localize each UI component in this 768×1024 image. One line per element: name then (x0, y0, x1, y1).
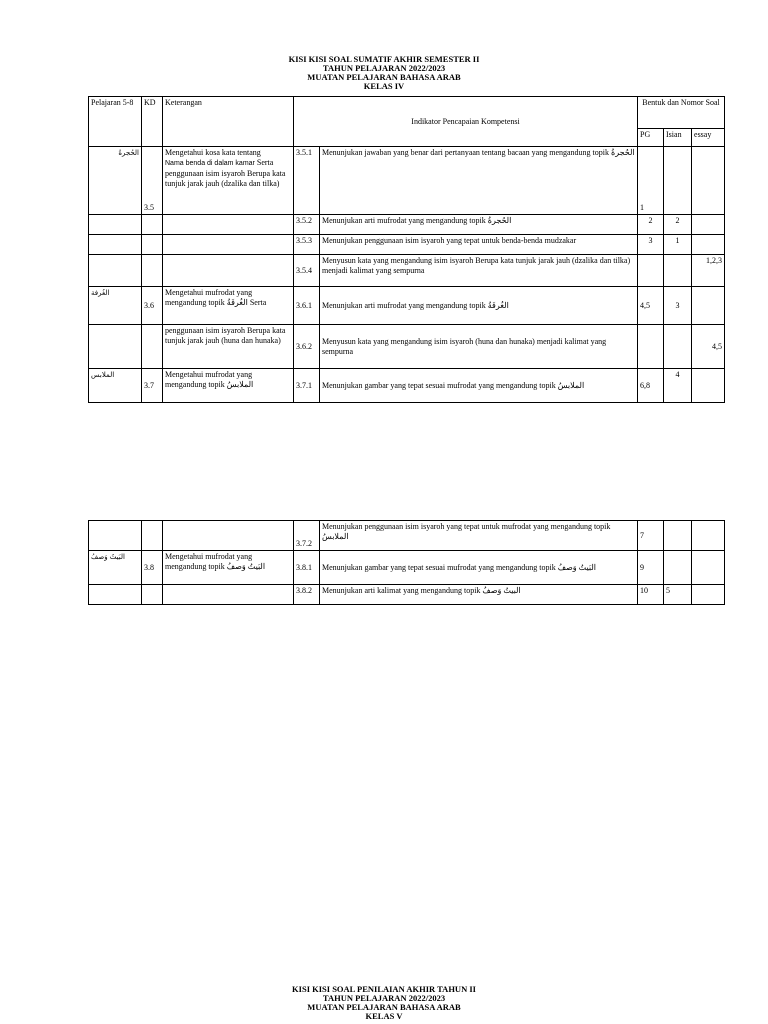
essay-cell (692, 235, 725, 255)
pelajaran-cell (89, 585, 142, 605)
kisi-kisi-table-page-1 (88, 96, 725, 403)
pg-cell: 2 (638, 215, 664, 235)
kd-cell (142, 325, 163, 369)
kd-cell: 3.6 (142, 287, 163, 325)
keterangan-cell: Mengetahui mufrodat yang mengandung topik البَيتُ وَصفُ (163, 551, 294, 585)
essay-cell (692, 147, 725, 215)
kd-cell: 3.8 (142, 551, 163, 585)
keterangan-text: Serta penggunaan isim isyaroh Berupa kata tunjuk jarak jauh (dzalika dan tilka) (165, 158, 286, 188)
isian-cell (664, 521, 692, 551)
kd-cell (142, 521, 163, 551)
header-indikator: Indikator Pencapaian Kompetensi (294, 97, 638, 147)
indikator-number: 3.8.1 (294, 551, 320, 585)
pg-cell: 10 (638, 585, 664, 605)
table-row (89, 521, 725, 551)
essay-cell (692, 287, 725, 325)
pg-cell: 6,8 (638, 369, 664, 403)
indikator-number: 3.6.1 (294, 287, 320, 325)
keterangan-cell: Mengetahui mufrodat yang mengandung topik الغُرفَةُ Serta (163, 287, 294, 325)
indikator-number: 3.6.2 (294, 325, 320, 369)
heading-subject: MUATAN PELAJARAN BAHASA ARAB (307, 72, 461, 82)
indikator-cell: Menyusun kata yang mengandung isim isyaroh (huna dan hunaka) menjadi kalimat yang sempurna (320, 325, 638, 369)
pelajaran-cell: الحُجرةُ (89, 147, 142, 215)
keterangan-cell (163, 147, 294, 215)
heading-title: KISI KISI SOAL PENILAIAN AKHIR TAHUN II (292, 984, 476, 994)
table-row (89, 215, 725, 235)
keterangan-cell: Mengetahui mufrodat yang mengandung topik الملابسُ (163, 369, 294, 403)
heading-subject: MUATAN PELAJARAN BAHASA ARAB (307, 1002, 461, 1012)
document-heading-top (0, 55, 768, 91)
kd-cell: 3.5 (142, 147, 163, 215)
pelajaran-cell: البَيتُ وَصفُ (89, 551, 142, 585)
keterangan-text: Nama benda di dalam kamar (165, 160, 255, 167)
table-row (89, 325, 725, 369)
pg-cell: 3 (638, 235, 664, 255)
indikator-number: 3.5.4 (294, 255, 320, 287)
header-isian: Isian (664, 129, 692, 147)
table-row (89, 585, 725, 605)
indikator-number: 3.5.1 (294, 147, 320, 215)
header-pelajaran: Pelajaran 5-8 (89, 97, 142, 147)
table-row (89, 235, 725, 255)
pg-cell (638, 325, 664, 369)
table-row (89, 551, 725, 585)
indikator-cell: Menunjukan arti mufrodat yang mengandung topik الحُجرةُ (320, 215, 638, 235)
isian-cell: 4 (664, 369, 692, 403)
indikator-number: 3.8.2 (294, 585, 320, 605)
heading-class: KELAS V (365, 1011, 403, 1021)
essay-cell (692, 215, 725, 235)
keterangan-text: Mengetahui kosa kata tentang (165, 148, 261, 157)
pg-cell: 7 (638, 521, 664, 551)
indikator-cell: Menunjukan penggunaan isim isyaroh yang tepat untuk mufrodat yang mengandung topik الملابسُ (320, 521, 638, 551)
indikator-number: 3.5.2 (294, 215, 320, 235)
kd-cell (142, 255, 163, 287)
isian-cell (664, 551, 692, 585)
keterangan-cell (163, 215, 294, 235)
pg-cell: 9 (638, 551, 664, 585)
indikator-cell: Menunjukan penggunaan isim isyaroh yang tepat untuk benda-benda mudzakar (320, 235, 638, 255)
pelajaran-cell: الملابس (89, 369, 142, 403)
essay-cell (692, 369, 725, 403)
header-pg: PG (638, 129, 664, 147)
pelajaran-cell (89, 215, 142, 235)
indikator-cell: Menunjukan jawaban yang benar dari pertanyaan tentang bacaan yang mengandung topik الحُجرةُ (320, 147, 638, 215)
keterangan-cell (163, 255, 294, 287)
header-keterangan: Keterangan (163, 97, 294, 147)
kisi-kisi-table-continued (88, 520, 725, 605)
essay-cell (692, 551, 725, 585)
indikator-number: 3.7.1 (294, 369, 320, 403)
table-header-row (89, 97, 725, 129)
indikator-cell: Menunjukan arti mufrodat yang mengandung topik الغُرفَةُ (320, 287, 638, 325)
isian-cell: 5 (664, 585, 692, 605)
heading-title: KISI KISI SOAL SUMATIF AKHIR SEMESTER II (288, 54, 480, 64)
header-kd: KD (142, 97, 163, 147)
heading-year: TAHUN PELAJARAN 2022/2023 (322, 63, 446, 73)
pg-cell: 1 (638, 147, 664, 215)
indikator-cell: Menunjukan arti kalimat yang mengandung topik البيتُ وَصفُ (320, 585, 638, 605)
essay-cell (692, 585, 725, 605)
kd-cell (142, 235, 163, 255)
pg-cell (638, 255, 664, 287)
isian-cell (664, 255, 692, 287)
keterangan-cell (163, 235, 294, 255)
pelajaran-cell (89, 235, 142, 255)
keterangan-cell (163, 585, 294, 605)
table-row (89, 255, 725, 287)
indikator-cell: Menunjukan gambar yang tepat sesuai mufrodat yang mengandung topik البَيتُ وَصفُ (320, 551, 638, 585)
pelajaran-cell (89, 521, 142, 551)
isian-cell (664, 147, 692, 215)
kd-cell (142, 215, 163, 235)
indikator-number: 3.5.3 (294, 235, 320, 255)
table-row (89, 287, 725, 325)
keterangan-cell (163, 521, 294, 551)
pelajaran-cell: الغُرفة (89, 287, 142, 325)
heading-year: TAHUN PELAJARAN 2022/2023 (322, 993, 446, 1003)
table-row (89, 147, 725, 215)
heading-class: KELAS IV (363, 81, 405, 91)
pg-cell: 4,5 (638, 287, 664, 325)
indikator-cell: Menyusun kata yang mengandung isim isyaroh Berupa kata tunjuk jarak jauh (dzalika dan tilka) menjadi kalimat yang sempurna (320, 255, 638, 287)
keterangan-cell: penggunaan isim isyaroh Berupa kata tunjuk jarak jauh (huna dan hunaka) (163, 325, 294, 369)
header-bentuk-soal: Bentuk dan Nomor Soal (638, 97, 725, 129)
pelajaran-cell (89, 255, 142, 287)
essay-cell: 1,2,3 (692, 255, 725, 287)
kd-cell: 3.7 (142, 369, 163, 403)
header-essay: essay (692, 129, 725, 147)
isian-cell: 1 (664, 235, 692, 255)
indikator-cell: Menunjukan gambar yang tepat sesuai mufrodat yang mengandung topik الملابسُ (320, 369, 638, 403)
table-row (89, 369, 725, 403)
isian-cell: 3 (664, 287, 692, 325)
essay-cell (692, 521, 725, 551)
pelajaran-cell (89, 325, 142, 369)
isian-cell (664, 325, 692, 369)
essay-cell: 4,5 (692, 325, 725, 369)
kd-cell (142, 585, 163, 605)
isian-cell: 2 (664, 215, 692, 235)
document-heading-bottom (0, 985, 768, 1021)
indikator-number: 3.7.2 (294, 521, 320, 551)
